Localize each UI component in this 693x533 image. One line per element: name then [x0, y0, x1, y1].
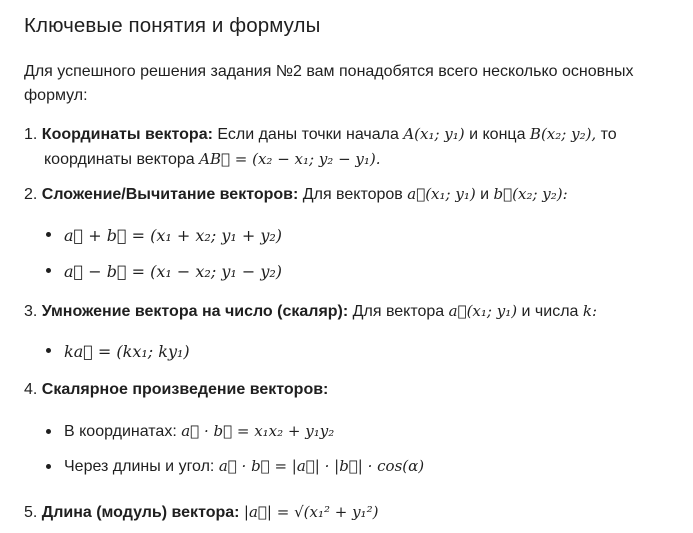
math-vector-a: a⃗(x₁; y₁) — [407, 185, 476, 203]
item-number: 5. — [24, 504, 38, 521]
item-number: 2. — [24, 186, 38, 203]
item-text: и конца — [469, 126, 526, 143]
list-item-4 — [24, 381, 328, 399]
item-heading: Умножение вектора на число (скаляр): — [41, 303, 349, 320]
item-text: Для вектора — [352, 303, 445, 320]
bullet-coordinates — [64, 422, 334, 441]
item-text: и — [480, 186, 490, 203]
math-vector-b: b⃗(x₂; y₂): — [493, 185, 568, 203]
list-item-1-line-2 — [44, 150, 381, 169]
item-text: Для векторов — [302, 186, 403, 203]
item-heading: Сложение/Вычитание векторов: — [41, 186, 299, 203]
math-point-b: B(x₂; y₂), — [529, 125, 597, 143]
bullet-dot — [46, 464, 51, 469]
bullet-sum-formula: a⃗ + b⃗ = (x₁ + x₂; y₁ + y₂) — [64, 226, 283, 245]
intro-line-1: Для успешного решения задания №2 вам понадобятся всего несколько основных — [24, 63, 634, 80]
bullet-scalar-formula: ka⃗ = (kx₁; ky₁) — [64, 342, 190, 361]
math-point-a: A(x₁; y₁) — [403, 125, 465, 143]
math-scalar-k: k: — [582, 302, 598, 320]
bullet-dot — [46, 268, 51, 273]
list-item-2 — [24, 185, 568, 204]
item-number: 4. — [24, 381, 38, 398]
list-item-3 — [24, 302, 597, 321]
item-number: 1. — [24, 126, 38, 143]
math-vector-ab: AB⃗ = (x₂ − x₁; y₂ − y₁). — [199, 150, 381, 168]
page-title: Ключевые понятия и формулы — [24, 14, 321, 37]
item-text: координаты вектора — [44, 151, 195, 168]
bullet-length-angle — [64, 457, 424, 476]
math-vector-a: a⃗(x₁; y₁) — [448, 302, 518, 320]
bullet-label: Через длины и угол: — [64, 458, 215, 475]
math-dot-product-angle: a⃗ · b⃗ = |a⃗| · |b⃗| · cos(α) — [218, 457, 425, 475]
bullet-dot — [46, 429, 51, 434]
item-text: и числа — [521, 303, 579, 320]
item-heading: Координаты вектора: — [41, 126, 213, 143]
bullet-diff-formula: a⃗ − b⃗ = (x₁ − x₂; y₁ − y₂) — [64, 262, 283, 281]
math-dot-product-coords: a⃗ · b⃗ = x₁x₂ + y₁y₂ — [181, 422, 335, 440]
intro-line-2: формул: — [24, 87, 88, 104]
item-number: 3. — [24, 303, 38, 320]
bullet-dot — [46, 348, 51, 353]
item-text: Если даны точки начала — [217, 126, 399, 143]
bullet-dot — [46, 232, 51, 237]
list-item-1 — [24, 125, 617, 144]
item-heading: Скалярное произведение векторов: — [41, 381, 329, 398]
bullet-label: В координатах: — [64, 423, 177, 440]
item-heading: Длина (модуль) вектора: — [41, 504, 240, 521]
math-vector-length: |a⃗| = √(x₁² + y₁²) — [243, 503, 379, 521]
item-text: то — [600, 126, 617, 143]
list-item-5 — [24, 503, 378, 522]
